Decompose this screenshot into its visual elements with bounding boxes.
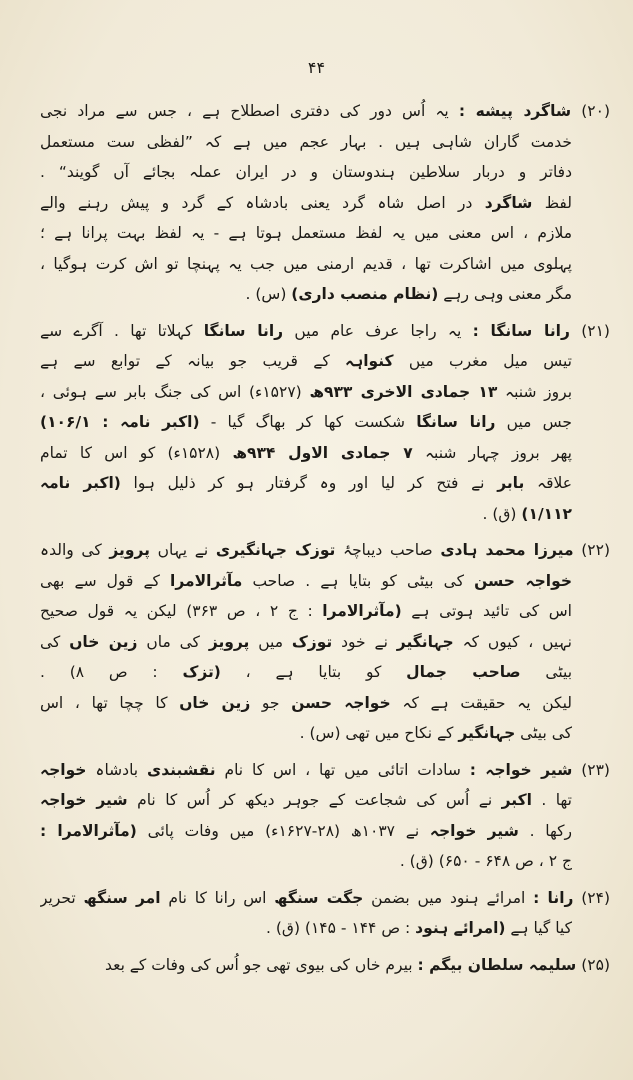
text-line (40, 755, 610, 786)
footnote-entry (40, 96, 610, 310)
text-run: (۲۱) (569, 321, 610, 340)
text-run: تیس میل مغرب میں (393, 352, 572, 370)
text-run: یہ اُس دور کی دفتری اصطلاح ہے ، جس سے مراد نجی (40, 102, 459, 120)
bold-term: جہانگیر (396, 632, 454, 651)
bold-term: جہانگیر (458, 724, 516, 742)
text-run: (۱۵۲۷ء) اس کی جنگ بابر سے ہوئی ، (40, 382, 310, 401)
bold-term: پرویز (109, 541, 150, 559)
bold-term: شیر خواجہ (429, 821, 519, 840)
footnote-entry (40, 755, 610, 877)
bold-term: ۱/۱۱۲) (521, 504, 572, 523)
bold-term: بابر (497, 474, 525, 492)
bold-term: رانا سانگا : (472, 321, 570, 340)
text-run: کیا گیا ہے (505, 919, 572, 937)
bold-term: (مآثرالامرا (322, 602, 402, 620)
text-line (40, 596, 610, 627)
bold-term: رانا سانگا (416, 413, 496, 431)
text-run: : ص ۸) . (40, 663, 183, 681)
text-run: (۲۰) (571, 102, 610, 120)
text-run: صاحب دیباچۂ (335, 541, 441, 559)
text-line (40, 627, 610, 658)
text-line (40, 846, 610, 877)
bold-term: (مآثرالامرا : (40, 821, 137, 840)
text-run: خدمت گاران شاہی ہیں . بہار عجم میں ہے کہ ”لفظی ست مستعمل (40, 132, 572, 151)
text-run: کی والدہ (40, 541, 110, 559)
text-line (40, 407, 610, 438)
text-run: نے خود (332, 632, 397, 651)
bold-term: (اکبر نامہ : ۱۰۶/۱) (40, 413, 200, 431)
bold-term: رانا سانگا (203, 321, 284, 340)
text-line (40, 468, 610, 499)
text-line (40, 157, 610, 188)
bold-term: خواجہ (40, 760, 87, 779)
text-run: در اصل شاہ گرد یعنی بادشاہ کے گرد و پیش رہنے والے (40, 193, 485, 212)
bold-term: صاحب جمال (406, 663, 521, 681)
text-run: ج ۲ ، ص ۶۴۸ - ۶۵۰) (ق) . (399, 852, 572, 870)
text-run: لفظ (532, 193, 572, 212)
bold-term: مآثرالامرا (170, 571, 243, 590)
footnote-entry (40, 883, 610, 944)
text-run: بیٹی (520, 663, 573, 681)
bold-term: (اکبر نامہ (40, 474, 121, 492)
text-line (40, 438, 610, 469)
text-run: : ص ۱۴۴ - ۱۴۵) (ق) . (266, 919, 416, 937)
text-run: کی (40, 632, 70, 651)
bold-term: جگت سنگھ (274, 888, 364, 907)
text-run: کے قریب جو بیانہ کے توابع سے ہے (40, 352, 346, 370)
text-run: (۲۴) (573, 888, 610, 907)
bold-term: ۷ جمادی الاول ۹۳۴ھ (232, 443, 413, 462)
text-line (40, 218, 610, 249)
bold-term: زین خاں (69, 632, 138, 651)
bold-term: نقشبندی (147, 760, 216, 779)
text-run: (س) . (245, 285, 292, 303)
bold-term: ۱۳ جمادی الاخری ۹۳۳ھ (309, 382, 498, 401)
text-run: نے ۱۰۳۷ھ (۲۸-۱۶۲۷ء) میں وفات پائی (136, 821, 430, 840)
text-run: نہیں ، کیوں کہ (453, 632, 572, 651)
text-line (40, 499, 610, 530)
bold-term: (نظام منصب داری) (291, 285, 439, 303)
text-line (40, 785, 610, 816)
text-run: تحریر (40, 888, 84, 907)
text-line (40, 816, 610, 847)
text-line (40, 883, 610, 914)
text-line (40, 535, 610, 566)
text-run: : ج ۲ ، ص ۳۶۳) لیکن یہ قول صحیح (40, 602, 323, 620)
bold-term: کنواہہ (345, 352, 394, 370)
text-run: بادشاہ (86, 760, 148, 779)
text-run: کے قول سے بھی (40, 571, 171, 590)
text-line (40, 913, 610, 944)
text-run: کے نکاح میں تھی (س) . (299, 724, 459, 742)
text-line (40, 718, 610, 749)
text-run: علاقہ (524, 474, 572, 492)
bold-term: شاگرد پیشه : (458, 102, 572, 120)
page-number: ۴۴ (307, 58, 326, 77)
text-line (40, 566, 610, 597)
bold-term: زین خاں (179, 693, 251, 712)
bold-term: شیر خواجہ : (469, 760, 573, 779)
text-run: نے فتح کر لیا اور وہ گرفتار ہو کر ذلیل ہوا (120, 474, 498, 492)
text-run: کی ماں (137, 632, 209, 651)
text-run: (۲۳) (572, 760, 610, 779)
bold-term: میرزا محمد ہادی (440, 541, 574, 559)
footnote-entry (40, 535, 610, 749)
text-run: شکست کھا کر بھاگ گیا - (199, 413, 417, 431)
text-run: کو بتایا ہے ، (220, 663, 407, 681)
footnote-entry (40, 950, 610, 981)
bold-term: (تزک (182, 663, 221, 681)
text-run: امرائے ہنود میں بضمن (363, 888, 534, 907)
bold-term: رانا : (533, 888, 574, 907)
text-line (40, 96, 610, 127)
bold-term: خواجہ حسن (291, 693, 391, 712)
text-run: سادات اتائی میں تھا ، اس کا نام (215, 760, 470, 779)
text-line (40, 188, 610, 219)
text-run: یہ راجا عرف عام میں (283, 321, 473, 340)
bold-term: سلیمہ سلطان بیگم : (417, 955, 577, 974)
bold-term: شیر خواجہ (40, 791, 128, 809)
text-run: (۱۵۲۸ء) کو اس کا تمام (40, 443, 233, 462)
bold-term: پرویز (208, 632, 250, 651)
bold-term: امر سنگھ (83, 888, 161, 907)
text-line (40, 657, 610, 688)
text-line (40, 950, 610, 981)
bold-term: (امرائے ہنود (415, 919, 506, 937)
bold-term: شاگرد (484, 193, 533, 212)
text-run: ملازم ، اس معنی میں یہ لفظ مستعمل ہوتا ہے - یہ لفظ بہت پرانا ہے ؛ (40, 224, 572, 242)
text-run: (ق) . (482, 504, 522, 523)
text-run: مگر معنی وہی رہے (438, 285, 572, 303)
text-line (40, 249, 610, 280)
text-run: اس کی تائید ہوتی ہے (401, 602, 572, 620)
text-run: اس رانا کا نام (160, 888, 275, 907)
text-run: پھر بروز چہار شنبہ (412, 443, 572, 462)
text-run: جس میں (495, 413, 573, 431)
text-line (40, 316, 610, 347)
text-line (40, 279, 610, 310)
text-run: بیرم خاں کی بیوی تھی جو اُس کی وفات کے بعد (104, 955, 418, 974)
text-run: (۲۲) (573, 541, 610, 559)
bold-term: توزک (291, 632, 333, 651)
text-run: نے اُس کی شجاعت کے جوہر دیکھ کر اُس کا نام (127, 791, 502, 809)
text-run: دفاتر و دربار سلاطین ہندوستان و در ایران عملہ بجائے آں گویند“ . (40, 163, 572, 181)
text-line (40, 346, 610, 377)
bold-term: توزک جہانگیری (215, 541, 336, 559)
text-run: (۲۵) (576, 955, 610, 974)
page-body (40, 96, 610, 986)
bold-term: اکبر (501, 791, 532, 809)
bold-term: خواجہ حسن (474, 571, 572, 590)
text-run: بروز شنبہ (497, 382, 573, 401)
text-line (40, 688, 610, 719)
text-run: نے یہاں (149, 541, 216, 559)
text-line (40, 127, 610, 158)
text-run: میں (249, 632, 292, 651)
text-run: لیکن یہ حقیقت ہے کہ (390, 693, 572, 712)
text-run: رکھا . (518, 821, 573, 840)
text-line (40, 377, 610, 408)
text-run: پہلوی میں اشاکرت تھا ، قدیم ارمنی میں جب یہ پہنچا تو اش کرت ہوگیا ، (40, 254, 572, 273)
text-run: جو (250, 693, 292, 712)
footnote-entry (40, 316, 610, 530)
text-run: کی بیٹی (515, 724, 572, 742)
text-run: تھا . (531, 791, 572, 809)
text-run: کی بیٹی کو بتایا ہے . صاحب (242, 571, 475, 590)
text-run: کہلاتا تھا . آگرے سے (40, 321, 204, 340)
text-run: کا چچا تھا ، اس (40, 693, 180, 712)
